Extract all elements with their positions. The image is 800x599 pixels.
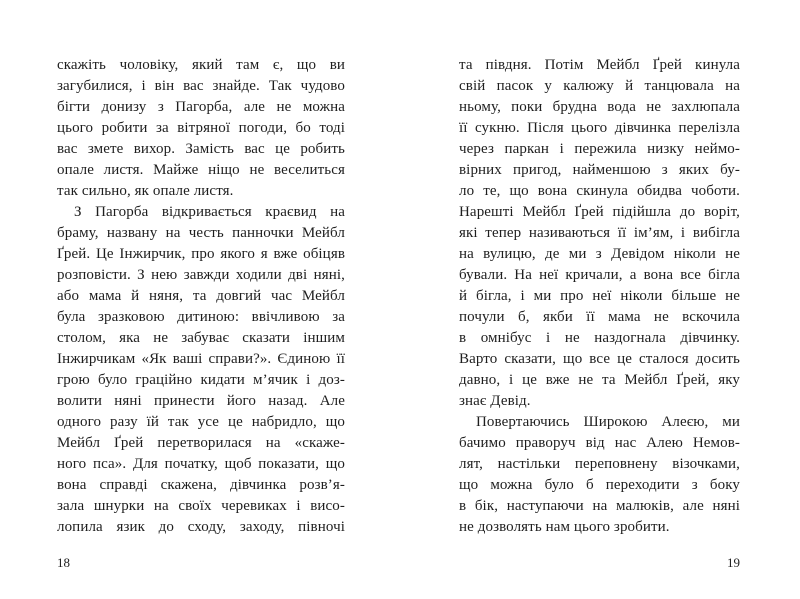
text-line: не дозволять нам цього зробити. [459, 519, 670, 535]
text-line: через паркан і пережила низку неймо- [459, 141, 740, 157]
text-line: в бік, наступаючи на малюків, але няні [459, 498, 740, 514]
text-line: опале листя. Майже ніщо не веселиться [57, 162, 345, 178]
text-line: грою було граційно кидати м’ячик і доз- [57, 372, 345, 388]
text-line: свій пасок у калюжу й танцювала на [459, 78, 740, 94]
text-line: в омнібус і не наздогнала дівчинку. [459, 330, 740, 346]
page-text-right [459, 55, 740, 538]
text-line: З Пагорба відкривається краєвид на [74, 204, 345, 220]
text-line: Повертаючись Широкою Алеєю, ми [476, 414, 740, 430]
text-line: давно, і це вже не та Мейбл Ґрей, яку [459, 372, 740, 388]
page-number-left: 18 [57, 555, 70, 570]
text-line: цього робити за вітряної погоди, бо тоді [57, 120, 345, 136]
text-line: знає Девід. [459, 393, 531, 409]
book-page-right [459, 55, 740, 575]
text-line: ного пса». Для початку, щоб показати, що [57, 456, 345, 472]
text-line: так сильно, як опале листя. [57, 183, 234, 199]
text-line: скажіть чоловіку, який там є, що ви [57, 57, 345, 73]
text-line: лят, настільки переповнену візочками, [459, 456, 740, 472]
text-line: вірних пригод, найменшою з яких бу- [459, 162, 740, 178]
text-line: лопила язик до сходу, заходу, півночі [57, 519, 345, 535]
text-line: та півдня. Потім Мейбл Ґрей кинула [459, 57, 740, 73]
text-line: Інжирчикам «Як ваші справи?». Єдиною її [57, 351, 345, 367]
page-text-left [57, 55, 345, 538]
text-line: її сукню. Після цього дівчинка перелізла [459, 120, 740, 136]
text-line: загубилися, і він вас знайде. Так чудово [57, 78, 345, 94]
book-page-left [57, 55, 345, 575]
text-line: столом, яка не забуває сказати іншим [57, 330, 345, 346]
text-line: які тепер називаються її ім’ям, і вибігла [459, 225, 740, 241]
text-line: волити няні принести його назад. Але [57, 393, 345, 409]
text-line: на вулицю, де ми з Девідом ніколи не [459, 246, 740, 262]
text-line: вас змете вихор. Замість вас це робить [57, 141, 345, 157]
text-line: ньому, поки брудна вода не захлюпала [459, 99, 740, 115]
text-line: бачимо праворуч від нас Алею Немов- [459, 435, 740, 451]
page-number-right: 19 [727, 555, 740, 570]
text-line: Мейбл Ґрей перетворилася на «скаже- [57, 435, 345, 451]
text-line: вона справді скажена, дівчинка розв’я- [57, 477, 345, 493]
text-line: Нарешті Мейбл Ґрей підійшла до воріт, [459, 204, 740, 220]
text-line: була зразковою дитиною: ввічливою за [57, 309, 345, 325]
text-line: одного разу їй так усе це набридло, що [57, 414, 345, 430]
text-line: почули б, якби її мама не вскочила [459, 309, 740, 325]
text-line: Варто сказати, що все це сталося досить [459, 351, 740, 367]
text-line: або мама й няня, та довгий час Мейбл [57, 288, 345, 304]
text-line: розповісти. З нею завжди ходили дві няні, [57, 267, 345, 283]
text-line: й бігла, і ми про неї ніколи більше не [459, 288, 740, 304]
text-line: браму, названу на честь панночки Мейбл [57, 225, 345, 241]
text-line: що можна було б переходити з боку [459, 477, 740, 493]
text-line: бігти донизу з Пагорба, але не можна [57, 99, 345, 115]
text-line: ло те, що вона скинула обидва чоботи. [459, 183, 740, 199]
text-line: бували. На неї кричали, а вона все бігла [459, 267, 740, 283]
text-line: зала шнурки на своїх черевиках і висо- [57, 498, 345, 514]
text-line: Ґрей. Це Інжирчик, про якого я вже обіцяв [57, 246, 345, 262]
